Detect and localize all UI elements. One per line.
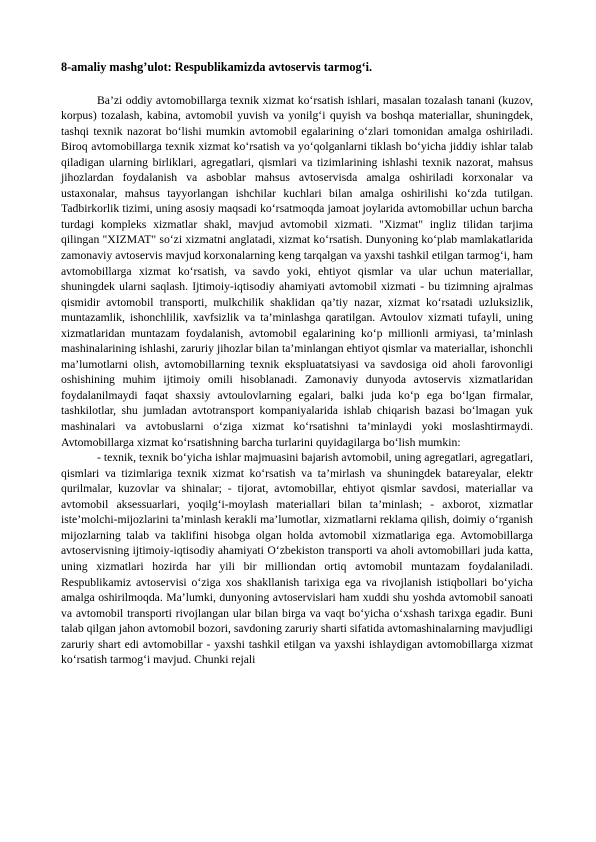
document-page [61, 60, 533, 668]
body-paragraph-2: - texnik, texnik bo‘yicha ishlar majmuasini bajarish avtomobil, uning agregatlari, agregatlari, qismlari va tizimlariga texnik xizmat ko‘rsatish va ta’mirlash va shuningdek batareyalar, elektr qurilmalar, kuzovlar va shinalar; - tijorat, avtomobillar, ehtiyot qismlar savdosi, materiallar va avtomobil aksessuarlari, yoqilg‘i-moylash materiallari bilan ta’minlash; - axborot, xizmatlar iste’molchi-mijozlarini ta’minlash kerakli ma’lumotlar, xizmatlarni reklama qilish, doimiy o‘rganish mijozlarning talab va taklifini hisobga olgan holda avtomobil xizmatlariga ega. Avtomobillarga avtoservisning ijtimoiy-iqtisodiy ahamiyati O‘zbekiston transporti va aholi avtomobillari juda katta, uning xizmatlari hozirda har yili bir milliondan ortiq avtomobil muntazam foydalaniladi. Respublikamiz avtoservisi o‘ziga xos shakllanish tarixiga ega va rivojlanish istiqbollari bo‘yicha amalga oshirilmoqda. Ma’lumki, dunyoning avtoservislari ham xuddi shu yoshda avtomobil sanoati va avtomobil transporti rivojlangan ular bilan birga va vaqt bo‘yicha o‘xshash tarixga egadir. Buni talab qilgan jahon avtomobil bozori, savdoning zaruriy sharti sifatida avtomashinalarning mavjudligi zaruriy shart edi avtomobillar - yaxshi tashkil etilgan va yaxshi ishlaydigan avtomobillarga xizmat ko‘rsatish tarmog‘i mavjud. Chunki rejali [61, 451, 533, 667]
page-title: 8-amaliy mashg’ulot: Respublikamizda avtoservis tarmog‘i. [61, 60, 373, 74]
body-paragraph-1: Ba’zi oddiy avtomobillarga texnik xizmat ko‘rsatish ishlari, masalan tozalash tanani (kuzov, korpus) tozalash, kabina, avtomobil yuvish va yonilg‘i quyish va boshqa materiallar, shuningdek, tashqi texnik nazorat bo‘lishi mumkin avtomobil egalarining o‘zlari tomonidan amalga oshiriladi. Biroq avtomobillarga texnik xizmat ko‘rsatish va yo‘qolganlarni tiklash bo‘yicha jiddiy ishlar talab qiladigan ularning birliklari, agregatlari, qismlari va tizimlarining ishlashi texnik nazorat, mahsus jihozlardan foydalanish va asboblar mahsus avtoservisda amalga oshiriladi korxonalar va ustaxonalar, mahsus tayyorlangan ishchilar kuchlari bilan amalga oshirilishi ko‘zda tutilgan. Tadbirkorlik tizimi, uning asosiy maqsadi ko‘rsatmoqda jamoat joylarida avtomobillar uchun barcha turdagi kompleks xizmatlar shakl, mavjud avtomobil xizmati. "Xizmat" ingliz tilidan tarjima qilingan "XIZMAT" so‘zi xizmatni anglatadi, xizmat ko‘rsatish. Dunyoning ko‘plab mamlakatlarida zamonaviy avtoservis mavjud korxonalarning keng tarqalgan va yaxshi tashkil etilgan tarmog‘i, ham avtomobillarga xizmat ko‘rsatish, va savdo yoki, ehtiyot qismlar va ular uchun materiallar, shuningdek ularni saqlash. Ijtimoiy-iqtisodiy ahamiyati avtomobil xizmati - bu tizimning ajralmas qismidir avtomobil transporti, mulkchilik shaklidan qa’tiy nazar, xizmat ko‘rsatadi uzluksizlik, muntazamlik, ishonchlilik, xavfsizlik va ta’minlashga qaratilgan. Avtoulov xizmati tufayli, uning xizmatlaridan muntazam foydalanish, avtomobil egalarining ko‘p millionli armiyasi, ta’minlash mashinalarining ishlashi, zaruriy jihozlar bilan ta’minlangan ehtiyot qismlar va materiallar, ishonchli ma’lumotlarni olish, avtomobillarning texnik ekspluatatsiyasi va savdosiga oid aholi farovonligi oshishining muhim ijtimoiy omili hisoblanadi. Zamonaviy dunyoda avtoservis xizmatlaridan foydalanilmaydi faqat shaxsiy avtoulovlarning egalari, balki juda ko‘p ega bo‘lgan firmalar, tashkilotlar, shu jumladan avtotransport kompaniyalarida ishlab chiqarish bazasi bo‘lmagan yuk mashinalari va avtobuslarni o‘ziga xizmat ko‘rsatishni ta’minlaydi yoki moslashtirmaydi. Avtomobillarga xizmat ko‘rsatishning barcha turlarini quyidagilarga bo‘lish mumkin: [61, 93, 533, 449]
